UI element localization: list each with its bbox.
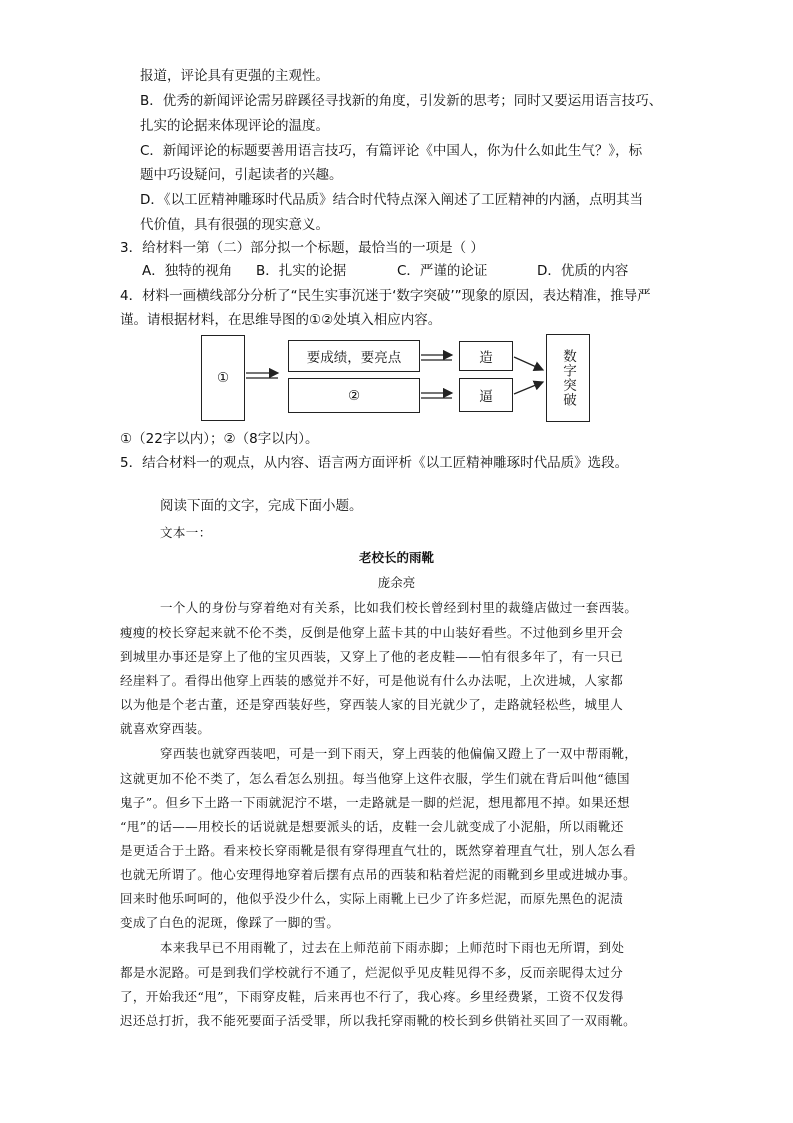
paragraph-line: 回来时他乐呵呵的，他似乎没少什么，实际上雨靴上已少了许多烂泥，而原先黑色的泥渍 [120,891,624,906]
mindmap-box-top: 要成绩，要亮点 [288,340,420,372]
question-5: 5．结合材料一的观点，从内容、语言两方面评析《以工匠精神雕琢时代品质》选段。 [120,455,629,471]
article-author: 庞余亮 [377,575,416,590]
mindmap-box-zao: 造 [459,341,513,371]
paragraph-line: 穿西装也就穿西装吧，可是一到下雨天，穿上西装的他偏偏又蹬上了一双中帮雨靴， [160,746,638,761]
q2-line: 题中巧设疑问，引起读者的兴趣。 [140,167,343,183]
article-title: 老校长的雨靴 [358,550,434,565]
paragraph-line: 也就无所谓了。他心安理得地穿着后摆有点吊的西装和粘着烂泥的雨靴到乡里或进城办事。 [120,867,637,882]
q4-stem-line2: 谨。请根据材料，在思维导图的①②处填入相应内容。 [120,312,442,328]
mindmap-box-result [546,334,590,422]
mindmap-box-1: ① [201,335,245,421]
q4-stem-line1: 4．材料一画横线部分分析了“民生实事沉迷于‘数字突破’”现象的原因，表达精准，推导严 [120,288,651,304]
text-label: 文本一： [160,525,212,540]
paragraph-line: “甩”的话——用校长的话说就是想要派头的话，皮鞋一会儿就变成了小泥船，所以雨靴还 [120,819,624,834]
paragraph-line: 以为他是个老古董，还是穿西装好些，穿西装人家的目光就少了，走路就轻松些，城里人 [120,697,624,712]
q2-line: 报道，评论具有更强的主观性。 [140,68,329,84]
q3-option-b: B．扎实的论据 [256,263,347,279]
q3-option-c: C．严谨的论证 [397,263,488,279]
reading-intro: 阅读下面的文字，完成下面小题。 [160,498,363,514]
paragraph-line: 了，开始我还“甩”，下雨穿皮鞋，后来再也不行了，我心疼。乡里经费紧，工资不仅发得 [120,989,624,1004]
paragraph-line: 经崖料了。看得出他穿上西装的感觉并不好，可是他说有什么办法呢，上次进城，人家都 [120,673,624,688]
paragraph-line: 鬼子”。但乡下土路一下雨就泥泞不堪，一走路就是一脚的烂泥，想甩都甩不掉。如果还想 [120,795,630,810]
paragraph-line: 就喜欢穿西装。 [120,721,211,736]
q2-option-c: C．新闻评论的标题要善用语言技巧，有篇评论《中国人，你为什么如此生气？》，标 [140,143,643,159]
q2-option-b: B．优秀的新闻评论需另辟蹊径寻找新的角度，引发新的思考；同时又要运用语言技巧、 [140,93,663,109]
q4-answer-limits: ①（22字以内）；②（8字以内）。 [120,431,319,447]
paragraph-line: 到城里办事还是穿上了他的宝贝西装，又穿上了他的老皮鞋——怕有很多年了，有一只已 [120,649,624,664]
paragraph-line: 迟还总打折，我不能死要面子活受罪，所以我托穿雨靴的校长到乡供销社买回了一双雨靴。 [120,1013,637,1028]
q3-stem: 3．给材料一第（二）部分拟一个标题，最恰当的一项是（ ） [120,240,484,256]
mindmap-box-bi: 逼 [459,378,513,412]
paragraph-line: 本来我早已不用雨靴了，过去在上师范前下雨赤脚；上师范时下雨也无所谓，到处 [160,940,625,955]
paragraph-line: 瘦瘦的校长穿起来就不伦不类，反倒是他穿上蓝卡其的中山装好看些。不过他到乡里开会 [120,625,624,640]
mindmap-result-text: 数字突破 [560,349,576,407]
mindmap-box-2: ② [288,378,420,413]
q2-line: 扎实的论据来体现评论的温度。 [140,118,329,134]
q2-option-d: D．《以工匠精神雕琢时代品质》结合时代特点深入阐述了工匠精神的内涵，点明其当 [140,192,644,208]
mind-map-arrows [0,0,793,440]
paragraph-line: 这就更加不伦不类了，怎么看怎么别扭。每当他穿上这件衣服，学生们就在背后叫他“德国 [120,771,630,786]
q3-option-d: D．优质的内容 [537,263,629,279]
q3-option-a: A．独特的视角 [142,263,233,279]
paragraph-line: 一个人的身份与穿着绝对有关系，比如我们校长曾经到村里的裁缝店做过一套西装。 [160,600,638,615]
paragraph-line: 都是水泥路。可是到我们学校就行不通了，烂泥似乎见皮鞋见得不多，反而亲昵得太过分 [120,965,624,980]
q2-line: 代价值，具有很强的现实意义。 [140,217,329,233]
paragraph-line: 变成了白色的泥斑，像踩了一脚的雪。 [120,915,340,930]
paragraph-line: 是更适合于土路。看来校长穿雨靴是很有穿得理直气壮的，既然穿着理直气壮，别人怎么看 [120,843,637,858]
